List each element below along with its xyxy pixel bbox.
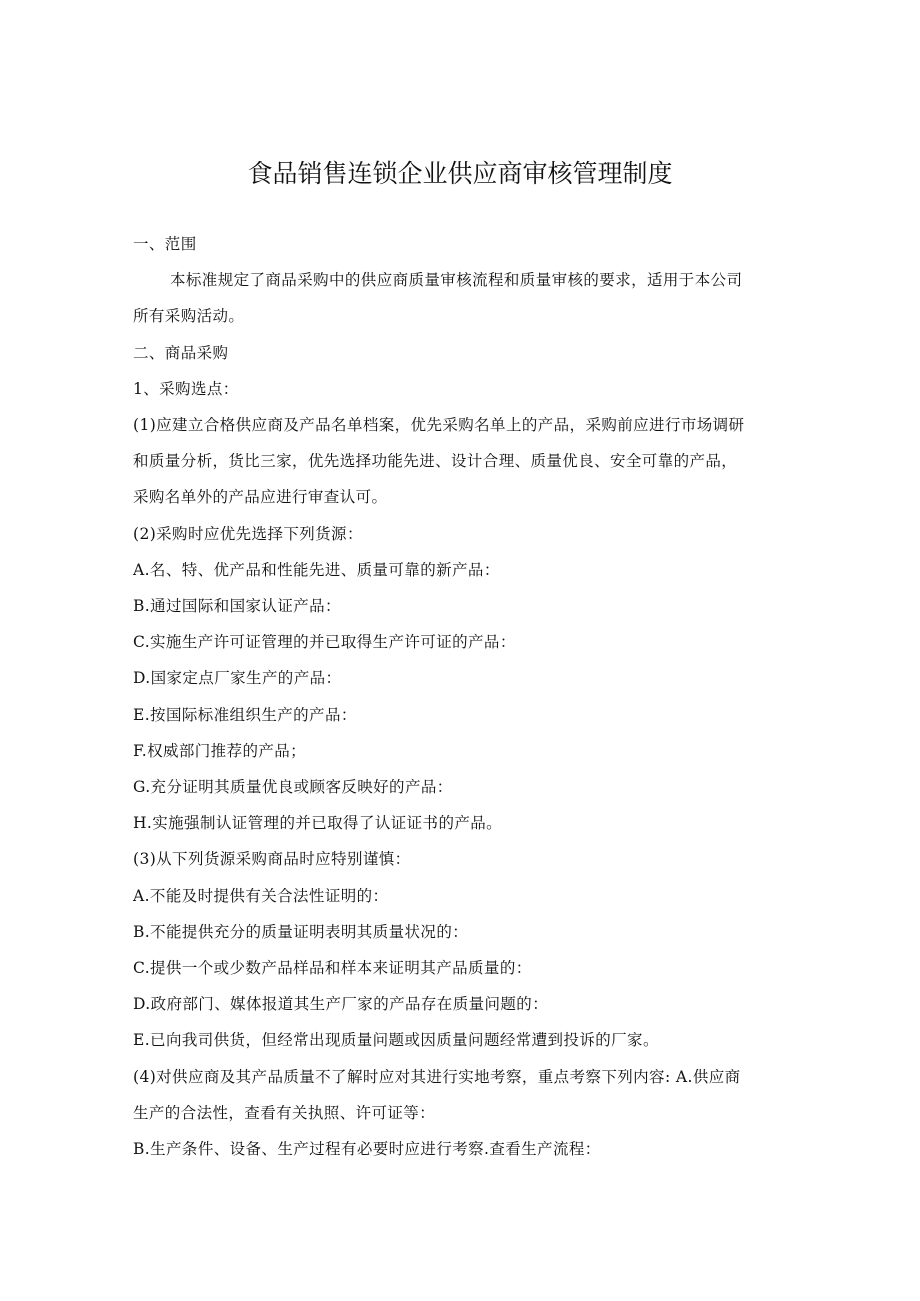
section-heading: 一、范围 bbox=[133, 235, 197, 253]
list-item: C.实施生产许可证管理的并已取得生产许可证的产品： bbox=[133, 633, 516, 651]
list-item: H.实施强制认证管理的并已取得了认证证书的产品。 bbox=[133, 814, 503, 832]
list-item: D.国家定点厂家生产的产品： bbox=[133, 669, 342, 687]
paragraph-line: 生产的合法性，查看有关执照、许可证等： bbox=[133, 1104, 436, 1122]
paragraph-line: (4)对供应商及其产品质量不了解时应对其进行实地考察，重点考察下列内容: A.供应商 bbox=[133, 1068, 741, 1086]
paragraph-line: 采购名单外的产品应进行审查认可。 bbox=[133, 488, 388, 506]
paragraph-line: 所有采购活动。 bbox=[133, 307, 245, 325]
list-item: C.提供一个或少数产品样品和样本来证明其产品质量的： bbox=[133, 959, 532, 977]
list-item: B.不能提供充分的质量证明表明其质量状况的： bbox=[133, 923, 469, 941]
list-item: E.已向我司供货，但经常出现质量问题或因质量问题经常遭到投诉的厂家。 bbox=[133, 1031, 659, 1049]
list-item: B.生产条件、设备、生产过程有必要时应进行考察.查看生产流程： bbox=[133, 1140, 601, 1158]
list-item: A.不能及时提供有关合法性证明的： bbox=[133, 887, 389, 905]
subsection-heading: 1、采购选点： bbox=[133, 380, 239, 398]
paragraph-line: (1)应建立合格供应商及产品名单档案，优先采购名单上的产品，采购前应进行市场调研 bbox=[133, 416, 745, 434]
paragraph-line: 和质量分析，货比三家，优先选择功能先进、设计合理、质量优良、安全可靠的产品， bbox=[133, 452, 738, 470]
list-heading: (2)采购时应优先选择下列货源： bbox=[133, 525, 363, 543]
list-item: B.通过国际和国家认证产品： bbox=[133, 597, 341, 615]
list-item: E.按国际标准组织生产的产品： bbox=[133, 706, 357, 724]
list-item: G.充分证明其质量优良或顾客反映好的产品： bbox=[133, 778, 453, 796]
list-item: F.权威部门推荐的产品； bbox=[133, 742, 307, 760]
list-item: D.政府部门、媒体报道其生产厂家的产品存在质量问题的： bbox=[133, 995, 549, 1013]
list-item: A.名、特、优产品和性能先进、质量可靠的新产品： bbox=[133, 561, 500, 579]
document-title: 食品销售连锁企业供应商审核管理制度 bbox=[247, 159, 673, 188]
list-heading: (3)从下列货源采购商品时应特别谨慎： bbox=[133, 850, 411, 868]
paragraph-line: 本标准规定了商品采购中的供应商质量审核流程和质量审核的要求，适用于本公司 bbox=[170, 271, 743, 289]
section-heading: 二、商品采购 bbox=[133, 344, 229, 362]
